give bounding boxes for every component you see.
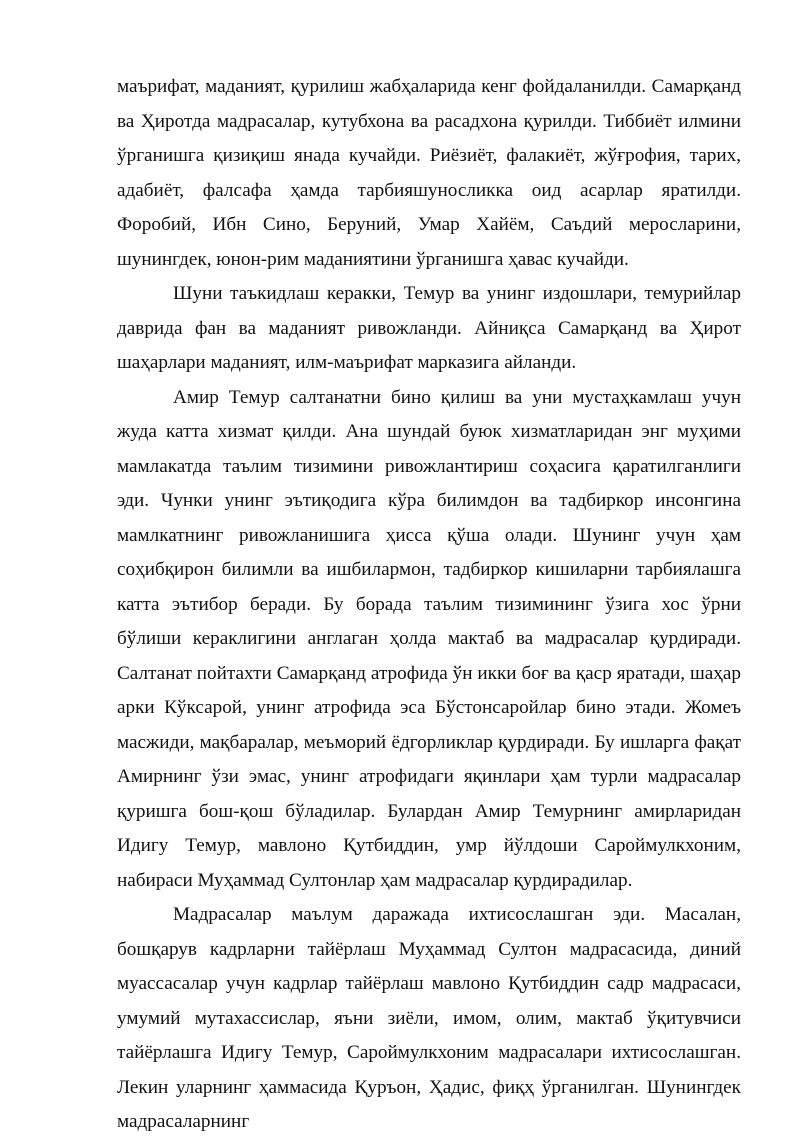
paragraph-3: Амир Темур салтанатни бино қилиш ва уни мустаҳкамлаш учун жуда катта хизмат қилди. Ана шундай буюк хизматларидан энг муҳими мамлакатда таълим тизимини ривожлантириш соҳасига қаратилганлиги эди. Чунки унинг эътиқодига кўра билимдон ва тадбиркор инсонгина мамлкатнинг ривожланишига ҳисса қўша олади. Шунинг учун ҳам соҳибқирон билимли ва ишбилармон, тадбиркор кишиларни тарбиялашга катта эътибор беради. Бу борада таълим тизимининг ўзига хос ўрни бўлиши кераклигини англаган ҳолда мактаб ва мадрасалар қурдиради. Салтанат пойтахти Самарқанд атрофида ўн икки боғ ва қаср яратади, шаҳар арки Кўксарой, унинг атрофида эса Бўстонсаройлар бино этади. Жомеъ масжиди, мақбаралар, меъморий ёдгорликлар қурдиради. Бу ишларга фақат Амирнинг ўзи эмас, унинг атрофидаги яқинлари ҳам турли мадрасалар қуришга бош-қош бўладилар. Булардан Амир Темурнинг амирларидан Идигу Темур, мавлоно Қутбиддин, умр йўлдоши Сароймулкхоним, набираси Муҳаммад Султонлар ҳам мадрасалар қурдирадилар. [117, 386, 741, 891]
paragraph-2: Шуни таъкидлаш керакки, Темур ва унинг издошлари, темурийлар даврида фан ва маданият ривожланди. Айниқса Самарқанд ва Ҳирот шаҳарлари маданият, илм-маърифат марказига айланди. [117, 283, 741, 373]
paragraph-1: маърифат, маданият, қурилиш жабҳаларида кенг фойдаланилди. Самарқанд ва Ҳиротда мадрасалар, кутубхона ва расадхона қурилди. Тиббиёт илмини ўрганишга қизиқиш янада кучайди. Риёзиёт, фалакиёт, жўғрофия, тарих, адабиёт, фалсафа ҳамда тарбияшуносликка оид асарлар яратилди. Форобий, Ибн Сино, Беруний, Умар Хайём, Саъдий меросларини, шунингдек, юнон-рим маданиятини ўрганишга ҳавас кучайди. [117, 76, 741, 270]
paragraph-4: Мадрасалар маълум даражада ихтисослашган эди. Масалан, бошқарув кадрларни тайёрлаш Муҳаммад Султон мадрасасида, диний муассасалар учун кадрлар тайёрлаш мавлоно Қутбиддин садр мадрасаси, умумий мутахассислар, яъни зиёли, имом, олим, мактаб ўқитувчиси тайёрлашга Идигу Темур, Сароймулкхоним мадрасалари ихтисослашган. Лекин уларнинг ҳаммасида Қуръон, Ҳадис, фиқҳ ўрганилган. Шунингдек мадрасаларнинг [117, 904, 741, 1132]
body-text [117, 70, 741, 1140]
